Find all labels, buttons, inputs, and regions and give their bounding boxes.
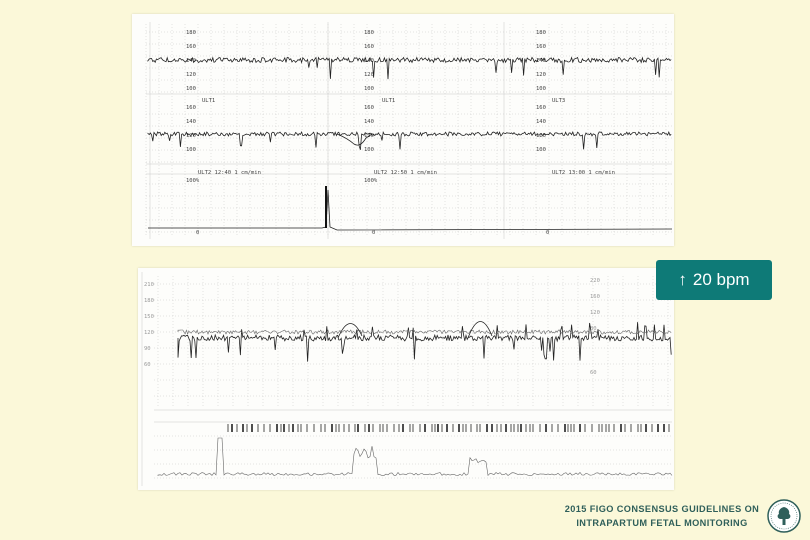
channel-label: ULT1: [382, 98, 396, 104]
fhr-trace-1: [148, 58, 671, 80]
right-scale-label: 220: [590, 278, 600, 284]
acceleration-mark: [468, 321, 492, 338]
channel-label: ULT1: [202, 98, 216, 104]
right-scale-label: 120: [590, 310, 600, 316]
toco-scale-label: 100%: [186, 178, 200, 184]
left-scale-label: 210: [144, 282, 154, 288]
fhr-scale-label: 140: [536, 119, 546, 125]
channel-time-label: ULT2 13:00 1 cm/min: [552, 170, 615, 176]
left-scale-label: 180: [144, 298, 154, 304]
fhr-scale-label: 180: [536, 30, 546, 36]
fhr-scale-label: 160: [364, 44, 374, 50]
toco-scale-label: 0: [196, 230, 200, 236]
toco-trace-bottom: [158, 438, 672, 476]
fhr-scale-label: 100: [364, 147, 374, 153]
ctg-strip-bottom: [138, 268, 674, 490]
ctg-strip-top: [132, 14, 674, 246]
fhr-scale-label: 160: [186, 105, 196, 111]
fhr-scale-label: 140: [536, 58, 546, 64]
fhr-scale-label: 120: [186, 72, 196, 78]
fhr-scale-label: 100: [186, 86, 196, 92]
fhr-scale-label: 120: [364, 72, 374, 78]
left-scale-label: 60: [144, 362, 151, 368]
fhr-scale-label: 140: [364, 119, 374, 125]
fhr-scale-label: 180: [364, 30, 374, 36]
fhr-scale-label: 120: [536, 72, 546, 78]
footer-line-1: 2015 FIGO CONSENSUS GUIDELINES ON: [564, 504, 760, 514]
ctg-strip-bottom-graphic: [138, 268, 674, 490]
fhr-scale-label: 100: [186, 147, 196, 153]
figo-tree-logo-icon: [766, 498, 802, 534]
fhr-scale-label: 160: [536, 44, 546, 50]
toco-scale-label: 100%: [364, 178, 378, 184]
ctg-strip-top-graphic: [132, 14, 674, 246]
footer-title: [540, 502, 784, 530]
callout-text: 20 bpm: [692, 270, 750, 289]
toco-scale-label: 0: [546, 230, 550, 236]
left-scale-label: 150: [144, 314, 154, 320]
fhr-scale-label: 140: [364, 58, 374, 64]
right-scale-label: 60: [590, 370, 597, 376]
left-scale-label: 90: [144, 346, 151, 352]
bpm-callout: [656, 260, 772, 300]
fhr-trace-bottom: [178, 322, 671, 361]
channel-time-label: ULT2 12:50 1 cm/min: [374, 170, 437, 176]
fhr-scale-label: 140: [186, 58, 196, 64]
fhr-scale-label: 160: [536, 105, 546, 111]
toco-scale-label: 0: [372, 230, 376, 236]
fhr-scale-label: 140: [186, 119, 196, 125]
right-scale-label: 80: [590, 326, 597, 332]
fhr-trace-2: [148, 132, 671, 150]
up-arrow-icon: ↑: [678, 270, 687, 289]
fhr-scale-label: 180: [186, 30, 196, 36]
right-scale-label: 160: [590, 294, 600, 300]
fhr-scale-label: 160: [186, 44, 196, 50]
fhr-scale-label: 100: [536, 147, 546, 153]
footer-line-2: INTRAPARTUM FETAL MONITORING: [576, 518, 748, 528]
left-scale-label: 120: [144, 330, 154, 336]
fhr-scale-label: 120: [186, 133, 196, 139]
channel-label: ULT3: [552, 98, 566, 104]
fhr-scale-label: 100: [364, 86, 374, 92]
fhr-scale-label: 120: [536, 133, 546, 139]
channel-time-label: ULT2 12:40 1 cm/min: [198, 170, 261, 176]
fhr-scale-label: 160: [364, 105, 374, 111]
fhr-scale-label: 100: [536, 86, 546, 92]
fhr-scale-label: 120: [364, 133, 374, 139]
